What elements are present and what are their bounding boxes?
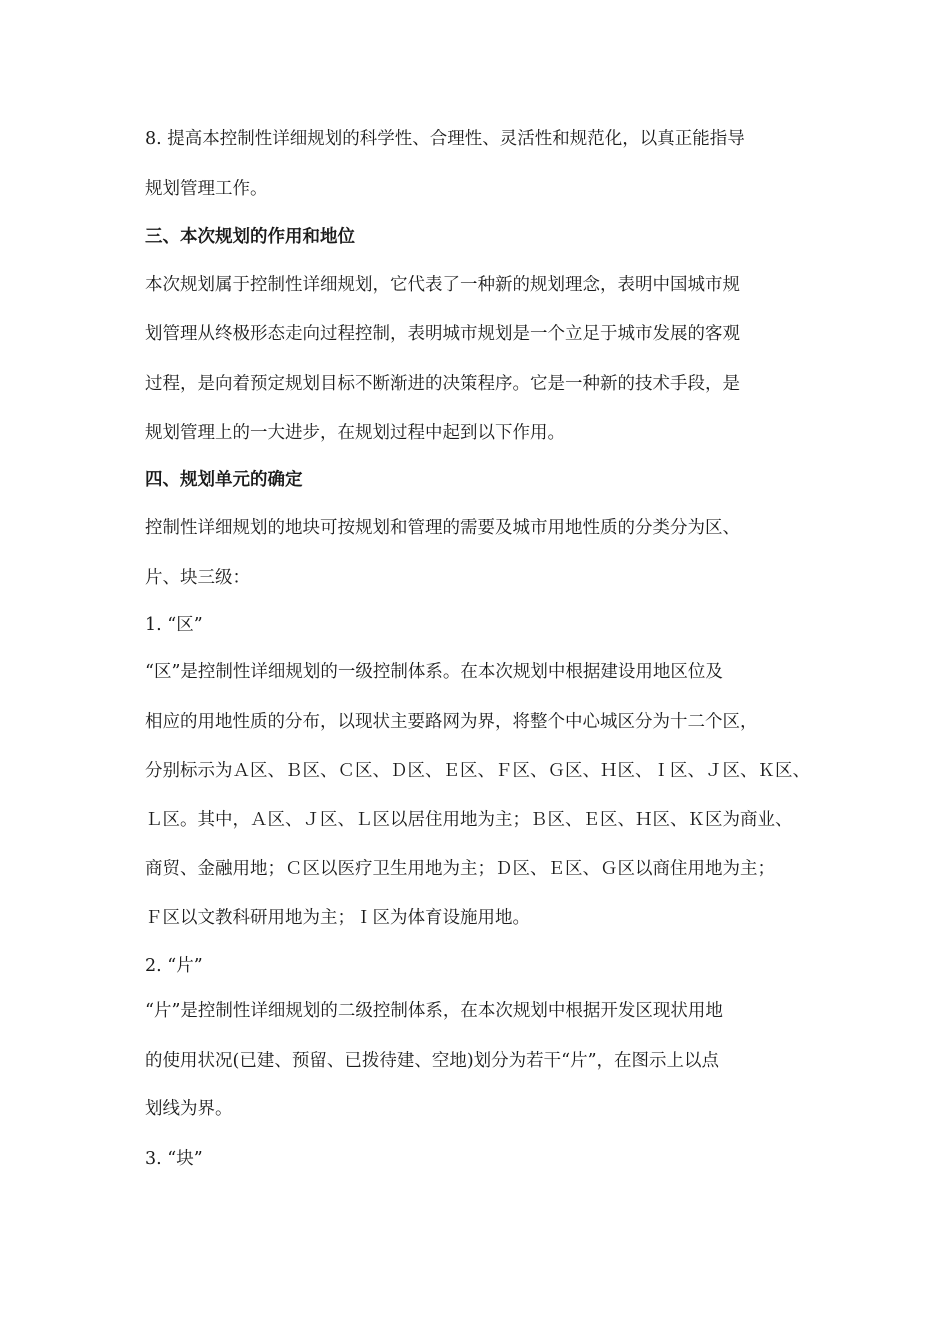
body-text-line: 划线为界。 xyxy=(145,1099,233,1119)
body-text-line: 的使用状况(已建、预留、已拨待建、空地)划分为若干“片”，在图示上以点 xyxy=(145,1051,720,1071)
body-text-line: Ｌ区。其中，Ａ区、Ｊ区、Ｌ区以居住用地为主；Ｂ区、Ｅ区、Ｈ区、Ｋ区为商业、 xyxy=(145,810,793,830)
body-text-line: 商贸、金融用地；Ｃ区以医疗卫生用地为主；Ｄ区、Ｅ区、Ｇ区以商住用地为主； xyxy=(145,859,775,879)
section-heading-3: 三、本次规划的作用和地位 xyxy=(145,227,355,247)
body-text-line: “区”是控制性详细规划的一级控制体系。在本次规划中根据建设用地区位及 xyxy=(145,662,723,682)
body-text-line: 规划管理上的一大进步，在规划过程中起到以下作用。 xyxy=(145,423,565,443)
body-text-line: 划管理从终极形态走向过程控制，表明城市规划是一个立足于城市发展的客观 xyxy=(145,324,740,344)
body-text-line: “片”是控制性详细规划的二级控制体系，在本次规划中根据开发区现状用地 xyxy=(145,1001,723,1021)
body-text-line: 控制性详细规划的地块可按规划和管理的需要及城市用地性质的分类分为区、 xyxy=(145,518,740,538)
list-item-heading: 3. “块” xyxy=(145,1149,203,1169)
body-text-line: 过程，是向着预定规划目标不断渐进的决策程序。它是一种新的技术手段，是 xyxy=(145,374,740,394)
body-text-line: 片、块三级： xyxy=(145,568,250,588)
body-text-line: 规划管理工作。 xyxy=(145,179,268,199)
body-text-line: Ｆ区以文教科研用地为主；Ｉ区为体育设施用地。 xyxy=(145,908,530,928)
body-text-line: 8. 提高本控制性详细规划的科学性、合理性、灵活性和规范化，以真正能指导 xyxy=(145,129,745,149)
list-item-heading: 1. “区” xyxy=(145,615,203,635)
body-text-line: 分别标示为Ａ区、Ｂ区、Ｃ区、Ｄ区、Ｅ区、Ｆ区、Ｇ区、Ｈ区、Ｉ区、Ｊ区、Ｋ区、 xyxy=(145,761,810,781)
body-text-line: 本次规划属于控制性详细规划，它代表了一种新的规划理念，表明中国城市规 xyxy=(145,275,740,295)
body-text-line: 相应的用地性质的分布，以现状主要路网为界，将整个中心城区分为十二个区， xyxy=(145,712,758,732)
section-heading-4: 四、规划单元的确定 xyxy=(145,470,303,490)
list-item-heading: 2. “片” xyxy=(145,956,203,976)
